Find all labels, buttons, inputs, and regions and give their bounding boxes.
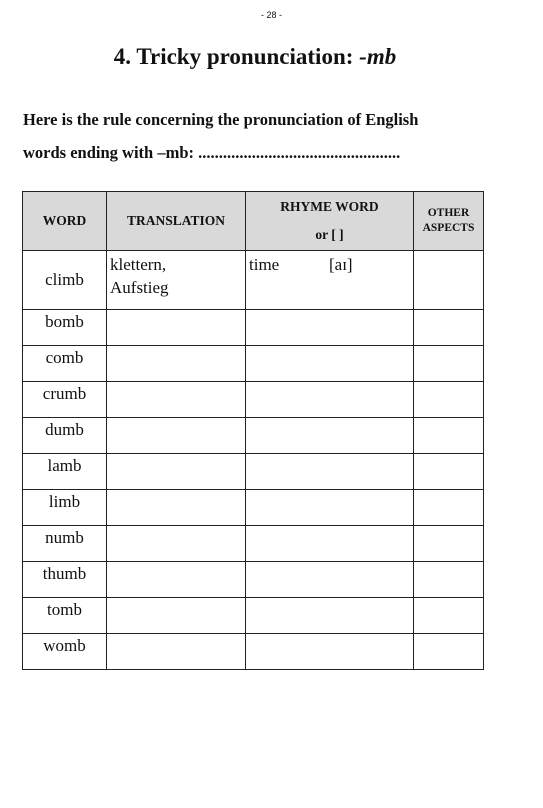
table-row bbox=[23, 251, 484, 310]
word-cell: tomb bbox=[23, 598, 107, 634]
translation-cell[interactable] bbox=[107, 490, 246, 526]
translation-cell[interactable] bbox=[107, 310, 246, 346]
word-cell: climb bbox=[23, 251, 107, 310]
translation-cell[interactable] bbox=[107, 634, 246, 670]
header-other-line-2: ASPECTS bbox=[422, 222, 475, 234]
header-word: WORD bbox=[23, 192, 107, 251]
word-cell: crumb bbox=[23, 382, 107, 418]
rhyme-cell[interactable] bbox=[246, 526, 414, 562]
translation-cell[interactable] bbox=[107, 418, 246, 454]
rhyme-cell[interactable] bbox=[246, 562, 414, 598]
other-aspects-cell[interactable] bbox=[414, 598, 484, 634]
rhyme-cell[interactable] bbox=[246, 490, 414, 526]
rhyme-content bbox=[249, 253, 410, 276]
word-cell: lamb bbox=[23, 454, 107, 490]
word-rows bbox=[23, 310, 484, 670]
rhyme-cell[interactable] bbox=[246, 454, 414, 490]
rhyme-phonetic: [aɪ] bbox=[329, 255, 353, 274]
word-cell: bomb bbox=[23, 310, 107, 346]
section-heading bbox=[0, 44, 510, 70]
table-row bbox=[23, 310, 484, 346]
rhyme-cell bbox=[246, 251, 414, 310]
word-cell: comb bbox=[23, 346, 107, 382]
header-other-line-1: OTHER bbox=[427, 207, 470, 219]
table-row bbox=[23, 454, 484, 490]
word-cell: thumb bbox=[23, 562, 107, 598]
word-cell: dumb bbox=[23, 418, 107, 454]
pronunciation-table bbox=[22, 191, 484, 670]
table-row bbox=[23, 598, 484, 634]
table-row bbox=[23, 382, 484, 418]
intro-text bbox=[23, 103, 503, 169]
other-aspects-cell[interactable] bbox=[414, 346, 484, 382]
word-cell: numb bbox=[23, 526, 107, 562]
intro-line-1: Here is the rule concerning the pronunciation of English bbox=[23, 110, 419, 129]
translation-line-1: klettern, bbox=[110, 255, 167, 274]
table-row bbox=[23, 490, 484, 526]
table-row bbox=[23, 526, 484, 562]
translation-cell[interactable] bbox=[107, 562, 246, 598]
translation-line-2: Aufstieg bbox=[110, 278, 169, 297]
other-aspects-cell[interactable] bbox=[414, 526, 484, 562]
word-cell: womb bbox=[23, 634, 107, 670]
heading-text: Tricky pronunciation: bbox=[136, 44, 354, 69]
header-rhyme-word bbox=[246, 192, 414, 251]
rhyme-cell[interactable] bbox=[246, 310, 414, 346]
translation-cell[interactable] bbox=[107, 598, 246, 634]
word-cell: limb bbox=[23, 490, 107, 526]
other-aspects-cell[interactable] bbox=[414, 634, 484, 670]
table-row bbox=[23, 562, 484, 598]
translation-cell bbox=[107, 251, 246, 310]
other-aspects-cell[interactable] bbox=[414, 454, 484, 490]
rhyme-cell[interactable] bbox=[246, 418, 414, 454]
header-rhyme-line-1: RHYME WORD bbox=[280, 199, 379, 214]
rhyme-cell[interactable] bbox=[246, 346, 414, 382]
table-row bbox=[23, 634, 484, 670]
translation-cell[interactable] bbox=[107, 346, 246, 382]
table-header-row bbox=[23, 192, 484, 251]
rhyme-cell[interactable] bbox=[246, 634, 414, 670]
page-number: - 28 - bbox=[260, 10, 282, 20]
other-aspects-cell[interactable] bbox=[414, 490, 484, 526]
translation-cell[interactable] bbox=[107, 454, 246, 490]
other-aspects-cell[interactable] bbox=[414, 418, 484, 454]
other-aspects-cell[interactable] bbox=[414, 562, 484, 598]
table-row bbox=[23, 418, 484, 454]
header-other-aspects bbox=[414, 192, 484, 251]
rhyme-cell[interactable] bbox=[246, 382, 414, 418]
heading-number: 4. bbox=[113, 44, 132, 69]
other-aspects-cell bbox=[414, 251, 484, 310]
translation-cell[interactable] bbox=[107, 382, 246, 418]
header-translation: TRANSLATION bbox=[107, 192, 246, 251]
table-row bbox=[23, 346, 484, 382]
other-aspects-cell[interactable] bbox=[414, 310, 484, 346]
rhyme-word: time bbox=[249, 255, 280, 274]
other-aspects-cell[interactable] bbox=[414, 382, 484, 418]
intro-line-2: words ending with –mb: ................................................. bbox=[23, 143, 401, 162]
rhyme-cell[interactable] bbox=[246, 598, 414, 634]
header-rhyme-line-2: or [ ] bbox=[315, 227, 344, 242]
heading-suffix: -mb bbox=[359, 44, 397, 69]
translation-cell[interactable] bbox=[107, 526, 246, 562]
